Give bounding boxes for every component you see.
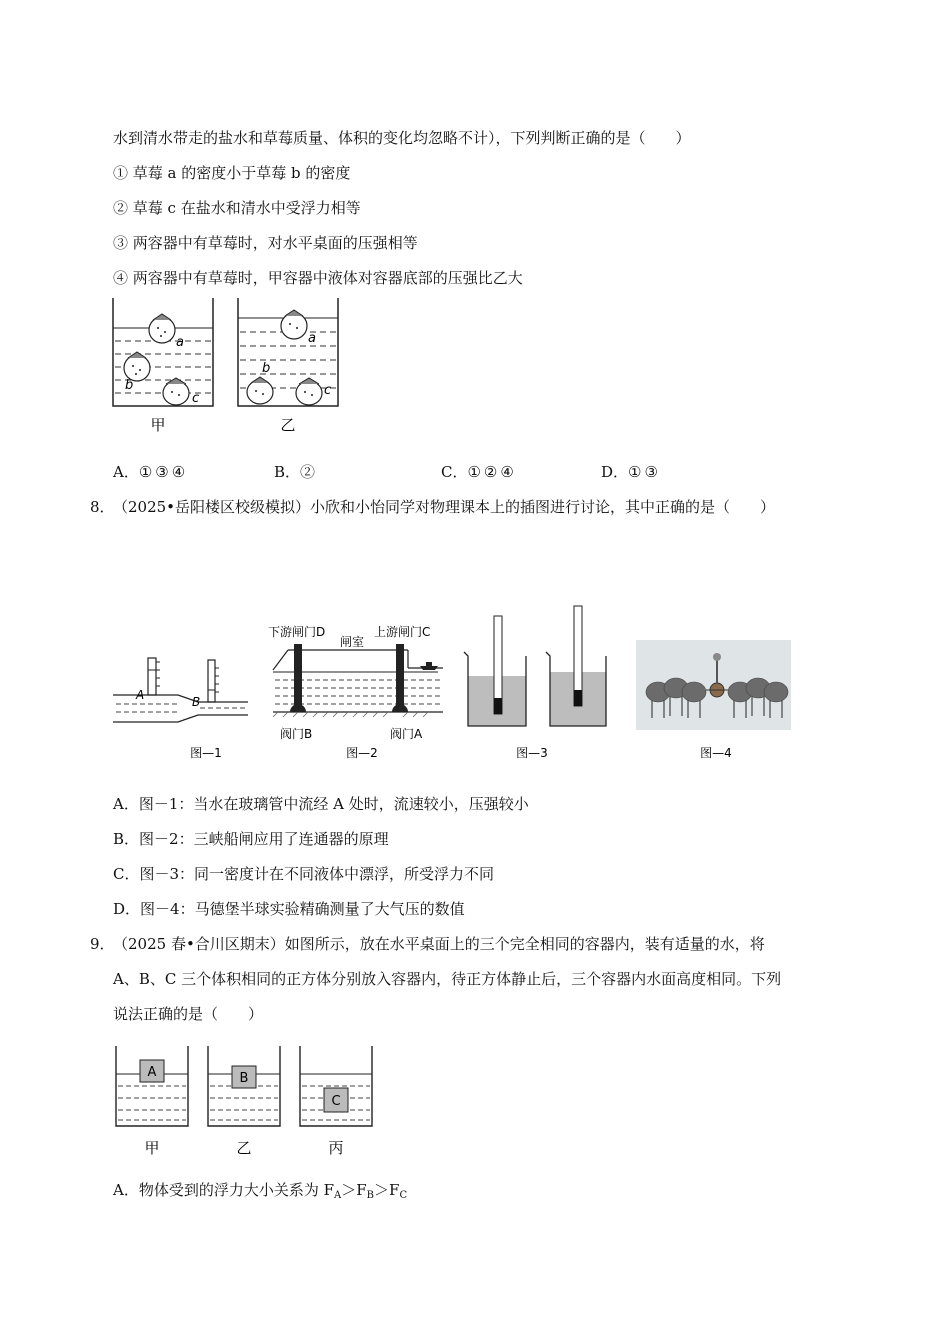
q9-stem-line-1: （2025 春•合川区期末）如图所示，放在水平桌面上的三个完全相同的容器内，装有适量的水，将 (113, 935, 765, 953)
q8-stem: （2025•岳阳楼区校级模拟）小欣和小怡同学对物理课本上的插图进行讨论，其中正确的是（ ） (113, 498, 776, 516)
option-text: ①③ (628, 463, 661, 481)
caption-figure-1: 图—1 (190, 746, 222, 760)
container-bing (300, 1046, 372, 1157)
gate-c (396, 644, 404, 710)
label-b: B (192, 695, 201, 709)
q7-statement-4: ④ 两容器中有草莓时，甲容器中液体对容器底部的压强比乙大 (113, 269, 523, 287)
q7-statement-2: ② 草莓 c 在盐水和清水中受浮力相等 (113, 199, 361, 217)
strawberry-a-icon (281, 310, 307, 339)
label-c: c (192, 391, 200, 406)
q8-option-c[interactable]: C．图－3：同一密度计在不同液体中漂浮，所受浮力不同 (113, 865, 495, 883)
option-letter: B． (274, 463, 301, 481)
label-a: a (176, 335, 184, 350)
q7-option-c[interactable] (441, 462, 517, 482)
q8-number: 8． (90, 498, 115, 516)
q9-number: 9． (90, 935, 115, 953)
label-down-gate: 下游闸门D (268, 625, 326, 639)
figure-4-magdeburg (636, 640, 791, 760)
figure-2-ship-lock (268, 624, 443, 760)
q7-option-d[interactable] (601, 462, 661, 482)
strawberry-c-icon (296, 378, 322, 405)
figure-3-hydrometer (464, 606, 606, 760)
option-text: ＞F (374, 1181, 400, 1199)
subscript-a: A (334, 1190, 342, 1201)
q7-statement-1: ① 草莓 a 的密度小于草莓 b 的密度 (113, 164, 351, 182)
q7-statement-3: ③ 两容器中有草莓时，对水平桌面的压强相等 (113, 234, 418, 252)
q8-figures (108, 600, 798, 768)
figure-1-tube (113, 658, 248, 760)
label-a: a (308, 331, 316, 346)
q7-stem-continuation: 水到清水带走的盐水和草莓质量、体积的变化均忽略不计），下列判断正确的是（ ） (113, 129, 691, 147)
label-a: A (136, 688, 145, 702)
label-bing: 丙 (328, 1139, 344, 1157)
q9-stem-line-3: 说法正确的是（ ） (113, 1005, 264, 1023)
cube-b-label: B (239, 1071, 249, 1086)
label-valve-b: 阀门B (280, 727, 313, 741)
label-c: c (324, 383, 332, 398)
container-yi (238, 298, 338, 434)
label-jia: 甲 (144, 1139, 160, 1157)
q9-containers-figure (108, 1040, 383, 1160)
q8-option-b[interactable]: B．图－2：三峡船闸应用了连通器的原理 (113, 830, 389, 848)
container-jia (116, 1046, 188, 1157)
label-valve-a: 阀门A (390, 727, 423, 741)
label-up-gate: 上游闸门C (374, 625, 431, 639)
subscript-c: C (399, 1190, 408, 1201)
label-yi: 乙 (280, 416, 296, 434)
option-text: ①③④ (138, 463, 189, 481)
strawberry-b-icon (247, 377, 273, 404)
strawberry-b-icon (124, 352, 150, 381)
option-text: A．物体受到的浮力大小关系为 F (113, 1181, 335, 1199)
q7-option-a[interactable] (113, 462, 188, 482)
q9-stem-line-2: A、B、C 三个体积相同的正方体分别放入容器内，待正方体静止后，三个容器内水面高度相同。下列 (113, 970, 782, 988)
label-b: b (125, 378, 134, 393)
option-letter: D． (601, 463, 629, 481)
cube-a-label: A (147, 1065, 157, 1080)
strawberry-a-icon (149, 314, 175, 343)
q7-strawberry-figure (108, 296, 348, 438)
strawberry-c-icon (163, 378, 189, 405)
label-jia: 甲 (150, 416, 166, 434)
cube-c-label: C (331, 1094, 341, 1109)
label-lock-chamber: 闸室 (340, 635, 365, 649)
caption-figure-3: 图—3 (516, 746, 548, 760)
caption-figure-4: 图—4 (700, 746, 732, 760)
container-jia (113, 298, 213, 434)
caption-figure-2: 图—2 (346, 746, 378, 760)
label-yi: 乙 (236, 1139, 252, 1157)
q9-option-a[interactable] (113, 1180, 407, 1206)
gate-d (294, 644, 302, 710)
option-text: ② (300, 463, 316, 481)
label-b: b (262, 361, 271, 376)
subscript-b: B (366, 1190, 375, 1201)
option-text: ＞F (341, 1181, 367, 1199)
option-text: ①②④ (467, 463, 517, 481)
ship-icon (420, 666, 438, 670)
q8-option-a[interactable]: A．图－1：当水在玻璃管中流经 A 处时，流速较小，压强较小 (113, 795, 529, 813)
option-letter: A． (113, 463, 139, 481)
option-letter: C． (441, 463, 468, 481)
q8-option-d[interactable]: D．图－4：马德堡半球实验精确测量了大气压的数值 (113, 900, 465, 918)
container-yi (208, 1046, 280, 1157)
q7-option-b[interactable] (274, 462, 315, 482)
